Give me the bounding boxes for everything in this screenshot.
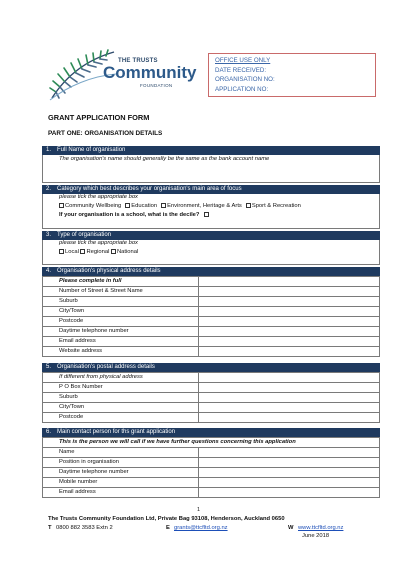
- section-title: Type of organisation: [57, 232, 112, 238]
- contact-person-table: [42, 437, 380, 498]
- section-title: Category which best describes your organisation's main area of focus: [57, 186, 242, 192]
- section-number: 2.: [46, 186, 52, 192]
- instruction-cell: Please complete in full: [43, 276, 199, 286]
- part-one-heading: PART ONE: ORGANISATION DETAILS: [48, 130, 163, 137]
- table-row: [43, 346, 380, 356]
- contact-email-field[interactable]: [199, 487, 380, 497]
- phone-label: T: [48, 525, 52, 531]
- form-title: GRANT APPLICATION FORM: [48, 113, 150, 122]
- option-label: Environment, Heritage & Arts: [167, 203, 242, 209]
- table-row: [43, 372, 380, 382]
- section-1-header: [42, 146, 380, 155]
- section-title: Full Name of organisation: [57, 147, 126, 153]
- city-field[interactable]: [199, 306, 380, 316]
- table-row: [43, 286, 380, 296]
- school-decile-question: [59, 211, 210, 219]
- table-row: [43, 392, 380, 402]
- organisation-type-options: [59, 248, 138, 256]
- field-label: City/Town: [43, 402, 199, 412]
- application-no-label: APPLICATION NO:: [215, 85, 269, 93]
- footer-website-link[interactable]: www.ttcfltd.org.nz: [298, 525, 344, 531]
- contact-daytime-phone-field[interactable]: [199, 467, 380, 477]
- value-cell: [199, 276, 380, 286]
- table-row: [43, 306, 380, 316]
- organisation-no-label: ORGANISATION NO:: [215, 76, 275, 83]
- field-label: Postcode: [43, 316, 199, 326]
- field-label: P O Box Number: [43, 382, 199, 392]
- postal-suburb-field[interactable]: [199, 392, 380, 402]
- section-number: 6.: [46, 429, 52, 435]
- date-received-label: DATE RECEIVED:: [215, 66, 267, 74]
- checkbox-education[interactable]: [125, 203, 130, 208]
- section-title: Organisation's postal address details: [57, 364, 155, 370]
- section-6-header: [42, 428, 380, 437]
- table-row: [43, 276, 380, 286]
- website-label: W: [288, 525, 294, 531]
- field-label: Daytime telephone number: [43, 467, 199, 477]
- office-use-heading: OFFICE USE ONLY: [215, 57, 271, 64]
- logo-line-3: FOUNDATION: [140, 83, 173, 88]
- section-3-note: please tick the appropriate box: [59, 240, 138, 246]
- table-row: [43, 477, 380, 487]
- table-row: [43, 296, 380, 306]
- postal-address-table: [42, 372, 380, 423]
- section-5-header: [42, 363, 380, 372]
- postcode-field[interactable]: [199, 316, 380, 326]
- section-title: Main contact person for ths grant application: [57, 429, 176, 435]
- checkbox-environment-heritage-arts[interactable]: [161, 203, 166, 208]
- foundation-logo: [48, 46, 197, 102]
- table-row: [43, 457, 380, 467]
- footer-phone: 0800 882 3583 Extn 2: [56, 525, 113, 531]
- field-label: Daytime telephone number: [43, 326, 199, 336]
- checkbox-sport-recreation[interactable]: [246, 203, 251, 208]
- table-row: [43, 336, 380, 346]
- footer-email-link[interactable]: grants@ttcfltd.org.nz: [174, 525, 228, 531]
- po-box-field[interactable]: [199, 382, 380, 392]
- logo-line-2: Community: [103, 63, 197, 82]
- contact-name-field[interactable]: [199, 447, 380, 457]
- field-label: Postcode: [43, 412, 199, 422]
- field-label: Email address: [43, 336, 199, 346]
- street-field[interactable]: [199, 286, 380, 296]
- checkbox-school-decile[interactable]: [204, 212, 209, 217]
- field-label: Number of Street & Street Name: [43, 286, 199, 296]
- option-label: Local: [65, 249, 79, 255]
- field-label: City/Town: [43, 306, 199, 316]
- field-label: Name: [43, 447, 199, 457]
- section-1-note: The organisation's name should generally be the same as the bank account name: [59, 156, 270, 162]
- table-row: [43, 316, 380, 326]
- website-field[interactable]: [199, 346, 380, 356]
- page-number: 1: [197, 507, 201, 513]
- checkbox-national[interactable]: [111, 249, 116, 254]
- postal-postcode-field[interactable]: [199, 412, 380, 422]
- table-row: [43, 326, 380, 336]
- table-row: [43, 402, 380, 412]
- logo-line-1: THE TRUSTS: [118, 58, 158, 64]
- email-field[interactable]: [199, 336, 380, 346]
- contact-position-field[interactable]: [199, 457, 380, 467]
- option-label: Regional: [86, 249, 110, 255]
- value-cell: [199, 372, 380, 382]
- office-use-box: [208, 53, 376, 97]
- school-decile-label: If your organisation is a school, what is the decile?: [59, 212, 200, 218]
- checkbox-local[interactable]: [59, 249, 64, 254]
- footer-address: The Trusts Community Foundation Ltd, Private Bag 93108, Henderson, Auckland 0650: [48, 516, 285, 522]
- option-label: Sport & Recreation: [251, 203, 301, 209]
- section-title: Organisation's physical address details: [57, 268, 161, 274]
- option-label: Education: [131, 203, 158, 209]
- table-row: [43, 467, 380, 477]
- field-label: Mobile number: [43, 477, 199, 487]
- daytime-phone-field[interactable]: [199, 326, 380, 336]
- instruction-cell: If different from physical address: [43, 372, 199, 382]
- table-row: [43, 447, 380, 457]
- category-options: [59, 202, 301, 210]
- section-4-header: [42, 267, 380, 276]
- postal-city-field[interactable]: [199, 402, 380, 412]
- field-label: Position in organisation: [43, 457, 199, 467]
- section-number: 1.: [46, 147, 52, 153]
- field-label: Suburb: [43, 392, 199, 402]
- section-2-note: please tick the appropriate box: [59, 194, 138, 200]
- option-label: National: [117, 249, 139, 255]
- option-label: Community Wellbeing: [65, 203, 122, 209]
- table-row: [43, 437, 380, 447]
- section-number: 3.: [46, 232, 52, 238]
- footer-date: June 2018: [302, 533, 330, 539]
- table-row: [43, 412, 380, 422]
- suburb-field[interactable]: [199, 296, 380, 306]
- instruction-cell: This is the person we will call if we have further questions concerning this application: [43, 437, 380, 447]
- field-label: Website address: [43, 346, 199, 356]
- section-number: 5.: [46, 364, 52, 370]
- field-label: Email address: [43, 487, 199, 497]
- table-row: [43, 487, 380, 497]
- section-number: 4.: [46, 268, 52, 274]
- email-label: E: [166, 525, 170, 531]
- physical-address-table: [42, 276, 380, 357]
- table-row: [43, 382, 380, 392]
- field-label: Suburb: [43, 296, 199, 306]
- contact-mobile-field[interactable]: [199, 477, 380, 487]
- checkbox-community-wellbeing[interactable]: [59, 203, 64, 208]
- checkbox-regional[interactable]: [80, 249, 85, 254]
